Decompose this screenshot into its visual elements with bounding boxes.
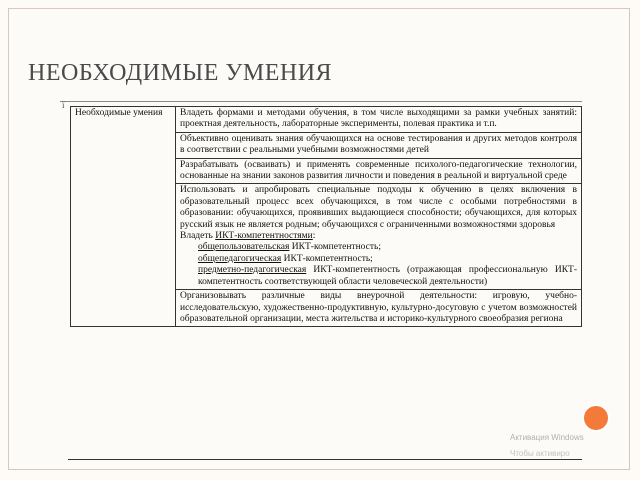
decorative-circle: [582, 404, 610, 432]
list-item: [180, 265, 577, 288]
ict-item-link: общепедагогическая: [198, 253, 282, 264]
skills-document: [70, 106, 582, 327]
skill-cell: Объективно оценивать знания обучающихся на основе тестирования и других методов контроля в соответствии с реальными учебными возможностями детей: [176, 132, 582, 158]
skill-cell: Организовывать различные виды внеурочной деятельности: игровую, учебно-исследовательскую, художественно-продуктивную, культурно-досуговую с учетом возможностей образовательной организации, места жительства и историко-культурного своеобразия региона: [176, 290, 582, 327]
page-bottom-line: [68, 459, 582, 460]
ict-item-link: общепользовательская: [198, 242, 290, 253]
ict-intro-link: ИКТ-компетентностями: [215, 231, 313, 242]
activation-watermark: Активация Windows: [510, 433, 584, 442]
ict-intro-suffix: :: [312, 231, 316, 242]
skill-cell: [176, 184, 582, 290]
list-item: [180, 242, 577, 253]
skill-cell: Разрабатывать (осваивать) и применять современные психолого-педагогические технологии, основанные на знании законов развития личности и поведения в реальной и виртуальной среде: [176, 158, 582, 184]
ict-item-text: ИКТ-компетентность;: [289, 242, 381, 253]
title-divider: [60, 101, 582, 102]
ict-intro-prefix: Владеть: [180, 231, 216, 242]
table-row: [71, 107, 582, 133]
category-cell: Необходимые умения: [71, 107, 176, 327]
skill-cell: Владеть формами и методами обучения, в том числе выходящими за рамки учебных занятий: проектная деятельность, лабораторные эксперименты, полевая практика и т.п.: [176, 107, 582, 133]
ict-item-text: ИКТ-компетентность (отражающая профессиональную ИКТ-компетентность соответствующей области человеческой деятельности): [198, 265, 577, 287]
inclusion-text: Использовать и апробировать специальные подходы к обучению в целях включения в образовательный процесс всех обучающихся, в том числе с особыми потребностями в образовании: обучающихся, проявивших выдающиеся способности; обучающихся, для которых русский язык не является родным; обучающихся с ограниченными возможностями здоровья: [180, 185, 577, 230]
ict-item-text: ИКТ-компетентность;: [281, 253, 373, 264]
doc-marker: ї: [62, 100, 65, 110]
activation-watermark-sub: Чтобы активиро: [510, 449, 570, 458]
slide-title: НЕОБХОДИМЫЕ УМЕНИЯ: [28, 60, 333, 86]
skills-table: [70, 106, 582, 327]
list-item: [180, 254, 577, 265]
ict-intro: [180, 231, 577, 242]
ict-item-link: предметно-педагогическая: [198, 265, 307, 276]
